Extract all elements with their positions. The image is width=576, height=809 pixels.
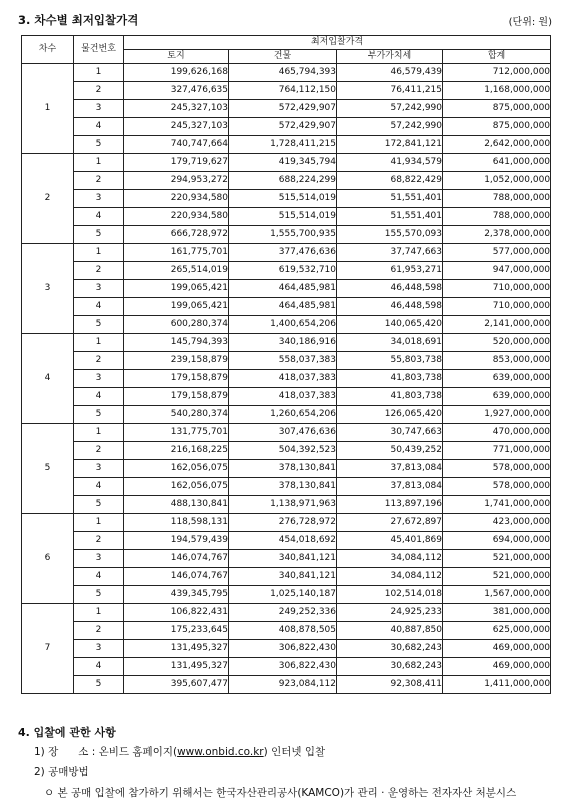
building-cell: 688,224,299 bbox=[229, 172, 337, 190]
total-cell: 853,000,000 bbox=[443, 352, 551, 370]
table-row bbox=[22, 118, 551, 136]
vat-cell: 27,672,897 bbox=[337, 514, 443, 532]
table-row bbox=[22, 82, 551, 100]
table-row bbox=[22, 262, 551, 280]
building-cell: 465,794,393 bbox=[229, 64, 337, 82]
table-row bbox=[22, 316, 551, 334]
land-cell: 194,579,439 bbox=[124, 532, 229, 550]
item-no-cell: 5 bbox=[74, 136, 124, 154]
table-row bbox=[22, 298, 551, 316]
land-cell: 179,158,879 bbox=[124, 370, 229, 388]
item-no-cell: 5 bbox=[74, 406, 124, 424]
total-cell: 1,927,000,000 bbox=[443, 406, 551, 424]
vat-cell: 51,551,401 bbox=[337, 208, 443, 226]
vat-cell: 24,925,233 bbox=[337, 604, 443, 622]
table-row bbox=[22, 496, 551, 514]
round-cell: 3 bbox=[22, 244, 74, 334]
total-cell: 1,411,000,000 bbox=[443, 676, 551, 694]
item-no-cell: 1 bbox=[74, 64, 124, 82]
item-no-cell: 1 bbox=[74, 244, 124, 262]
table-row bbox=[22, 226, 551, 244]
land-cell: 162,056,075 bbox=[124, 478, 229, 496]
building-cell: 1,728,411,215 bbox=[229, 136, 337, 154]
round-cell: 6 bbox=[22, 514, 74, 604]
total-cell: 1,168,000,000 bbox=[443, 82, 551, 100]
total-cell: 639,000,000 bbox=[443, 370, 551, 388]
land-cell: 179,719,627 bbox=[124, 154, 229, 172]
building-cell: 923,084,112 bbox=[229, 676, 337, 694]
table-row bbox=[22, 388, 551, 406]
total-cell: 641,000,000 bbox=[443, 154, 551, 172]
vat-cell: 46,579,439 bbox=[337, 64, 443, 82]
total-cell: 520,000,000 bbox=[443, 334, 551, 352]
table-row bbox=[22, 604, 551, 622]
table-row bbox=[22, 622, 551, 640]
auction-method-text: ㅇ 본 공매 입찰에 참가하기 위해서는 한국자산관리공사(KAMCO)가 관리 · 운영하는 전자자산 처분시스 bbox=[44, 787, 517, 799]
item-no-cell: 2 bbox=[74, 172, 124, 190]
building-cell: 307,476,636 bbox=[229, 424, 337, 442]
item-no-cell: 2 bbox=[74, 352, 124, 370]
building-cell: 558,037,383 bbox=[229, 352, 337, 370]
item-no-cell: 4 bbox=[74, 658, 124, 676]
item-no-cell: 3 bbox=[74, 190, 124, 208]
item-no-cell: 2 bbox=[74, 82, 124, 100]
vat-cell: 92,308,411 bbox=[337, 676, 443, 694]
total-cell: 639,000,000 bbox=[443, 388, 551, 406]
table-row bbox=[22, 676, 551, 694]
building-cell: 464,485,981 bbox=[229, 280, 337, 298]
location-suffix: ) 인터넷 입찰 bbox=[263, 746, 326, 758]
building-cell: 306,822,430 bbox=[229, 658, 337, 676]
item-no-cell: 2 bbox=[74, 442, 124, 460]
header-vat: 부가가치세 bbox=[337, 50, 443, 64]
land-cell: 161,775,701 bbox=[124, 244, 229, 262]
total-cell: 469,000,000 bbox=[443, 658, 551, 676]
total-cell: 710,000,000 bbox=[443, 298, 551, 316]
land-cell: 106,822,431 bbox=[124, 604, 229, 622]
land-cell: 175,233,645 bbox=[124, 622, 229, 640]
building-cell: 1,138,971,963 bbox=[229, 496, 337, 514]
total-cell: 521,000,000 bbox=[443, 568, 551, 586]
vat-cell: 34,084,112 bbox=[337, 568, 443, 586]
vat-cell: 126,065,420 bbox=[337, 406, 443, 424]
round-cell: 2 bbox=[22, 154, 74, 244]
total-cell: 521,000,000 bbox=[443, 550, 551, 568]
land-cell: 162,056,075 bbox=[124, 460, 229, 478]
vat-cell: 34,084,112 bbox=[337, 550, 443, 568]
land-cell: 294,953,272 bbox=[124, 172, 229, 190]
item-no-cell: 4 bbox=[74, 208, 124, 226]
building-cell: 515,514,019 bbox=[229, 190, 337, 208]
section-4-title: 4. 입찰에 관한 사항 bbox=[18, 726, 116, 739]
table-row bbox=[22, 208, 551, 226]
building-cell: 378,130,841 bbox=[229, 478, 337, 496]
item-no-cell: 2 bbox=[74, 622, 124, 640]
item-no-cell: 3 bbox=[74, 100, 124, 118]
total-cell: 2,642,000,000 bbox=[443, 136, 551, 154]
land-cell: 239,158,879 bbox=[124, 352, 229, 370]
header-min-bid-group: 최저입찰가격 bbox=[124, 36, 551, 50]
land-cell: 145,794,393 bbox=[124, 334, 229, 352]
land-cell: 199,626,168 bbox=[124, 64, 229, 82]
building-cell: 1,400,654,206 bbox=[229, 316, 337, 334]
total-cell: 2,378,000,000 bbox=[443, 226, 551, 244]
building-cell: 572,429,907 bbox=[229, 118, 337, 136]
vat-cell: 102,514,018 bbox=[337, 586, 443, 604]
building-cell: 464,485,981 bbox=[229, 298, 337, 316]
total-cell: 694,000,000 bbox=[443, 532, 551, 550]
auction-method-item: 2) 공매방법 bbox=[34, 766, 89, 778]
land-cell: 179,158,879 bbox=[124, 388, 229, 406]
building-cell: 1,555,700,935 bbox=[229, 226, 337, 244]
building-cell: 276,728,972 bbox=[229, 514, 337, 532]
total-cell: 469,000,000 bbox=[443, 640, 551, 658]
land-cell: 666,728,972 bbox=[124, 226, 229, 244]
total-cell: 947,000,000 bbox=[443, 262, 551, 280]
item-no-cell: 5 bbox=[74, 316, 124, 334]
item-no-cell: 3 bbox=[74, 280, 124, 298]
item-no-cell: 1 bbox=[74, 514, 124, 532]
land-cell: 600,280,374 bbox=[124, 316, 229, 334]
vat-cell: 68,822,429 bbox=[337, 172, 443, 190]
land-cell: 488,130,841 bbox=[124, 496, 229, 514]
round-cell: 7 bbox=[22, 604, 74, 694]
table-row bbox=[22, 640, 551, 658]
total-cell: 875,000,000 bbox=[443, 118, 551, 136]
building-cell: 619,532,710 bbox=[229, 262, 337, 280]
item-no-cell: 5 bbox=[74, 676, 124, 694]
total-cell: 788,000,000 bbox=[443, 208, 551, 226]
item-no-cell: 3 bbox=[74, 370, 124, 388]
table-row bbox=[22, 406, 551, 424]
vat-cell: 40,887,850 bbox=[337, 622, 443, 640]
vat-cell: 30,682,243 bbox=[337, 658, 443, 676]
item-no-cell: 3 bbox=[74, 640, 124, 658]
building-cell: 340,186,916 bbox=[229, 334, 337, 352]
item-no-cell: 1 bbox=[74, 334, 124, 352]
item-no-cell: 1 bbox=[74, 604, 124, 622]
land-cell: 740,747,664 bbox=[124, 136, 229, 154]
building-cell: 572,429,907 bbox=[229, 100, 337, 118]
table-row bbox=[22, 190, 551, 208]
table-row bbox=[22, 64, 551, 82]
total-cell: 771,000,000 bbox=[443, 442, 551, 460]
building-cell: 1,025,140,187 bbox=[229, 586, 337, 604]
unit-label: (단위: 원) bbox=[508, 17, 552, 28]
header-land: 토지 bbox=[124, 50, 229, 64]
table-body bbox=[22, 64, 551, 694]
table-row bbox=[22, 586, 551, 604]
table-row bbox=[22, 172, 551, 190]
table-row bbox=[22, 532, 551, 550]
table-row bbox=[22, 568, 551, 586]
land-cell: 199,065,421 bbox=[124, 298, 229, 316]
building-cell: 764,112,150 bbox=[229, 82, 337, 100]
land-cell: 265,514,019 bbox=[124, 262, 229, 280]
round-cell: 5 bbox=[22, 424, 74, 514]
item-no-cell: 4 bbox=[74, 118, 124, 136]
total-cell: 788,000,000 bbox=[443, 190, 551, 208]
header-item-no: 물건번호 bbox=[74, 36, 124, 64]
land-cell: 131,495,327 bbox=[124, 658, 229, 676]
item-no-cell: 4 bbox=[74, 568, 124, 586]
land-cell: 131,775,701 bbox=[124, 424, 229, 442]
table-row bbox=[22, 442, 551, 460]
vat-cell: 57,242,990 bbox=[337, 118, 443, 136]
vat-cell: 30,747,663 bbox=[337, 424, 443, 442]
vat-cell: 45,401,869 bbox=[337, 532, 443, 550]
vat-cell: 57,242,990 bbox=[337, 100, 443, 118]
total-cell: 381,000,000 bbox=[443, 604, 551, 622]
item-no-cell: 4 bbox=[74, 298, 124, 316]
minimum-bid-price-table bbox=[21, 35, 551, 694]
table-row bbox=[22, 658, 551, 676]
total-cell: 578,000,000 bbox=[443, 478, 551, 496]
table-row bbox=[22, 550, 551, 568]
table-row bbox=[22, 460, 551, 478]
vat-cell: 37,813,084 bbox=[337, 478, 443, 496]
table-row bbox=[22, 136, 551, 154]
land-cell: 118,598,131 bbox=[124, 514, 229, 532]
total-cell: 875,000,000 bbox=[443, 100, 551, 118]
location-item bbox=[34, 744, 325, 759]
item-no-cell: 5 bbox=[74, 226, 124, 244]
land-cell: 540,280,374 bbox=[124, 406, 229, 424]
total-cell: 470,000,000 bbox=[443, 424, 551, 442]
item-no-cell: 3 bbox=[74, 460, 124, 478]
land-cell: 199,065,421 bbox=[124, 280, 229, 298]
vat-cell: 50,439,252 bbox=[337, 442, 443, 460]
item-no-cell: 5 bbox=[74, 586, 124, 604]
vat-cell: 51,551,401 bbox=[337, 190, 443, 208]
vat-cell: 46,448,598 bbox=[337, 298, 443, 316]
section-3-title: 3. 차수별 최저입찰가격 bbox=[18, 13, 139, 27]
item-no-cell: 1 bbox=[74, 154, 124, 172]
vat-cell: 34,018,691 bbox=[337, 334, 443, 352]
table-row bbox=[22, 100, 551, 118]
vat-cell: 46,448,598 bbox=[337, 280, 443, 298]
building-cell: 418,037,383 bbox=[229, 370, 337, 388]
table-row bbox=[22, 154, 551, 172]
vat-cell: 37,813,084 bbox=[337, 460, 443, 478]
vat-cell: 76,411,215 bbox=[337, 82, 443, 100]
vat-cell: 41,803,738 bbox=[337, 370, 443, 388]
vat-cell: 155,570,093 bbox=[337, 226, 443, 244]
vat-cell: 37,747,663 bbox=[337, 244, 443, 262]
header-total: 합계 bbox=[443, 50, 551, 64]
land-cell: 146,074,767 bbox=[124, 550, 229, 568]
land-cell: 220,934,580 bbox=[124, 190, 229, 208]
building-cell: 515,514,019 bbox=[229, 208, 337, 226]
table-row bbox=[22, 334, 551, 352]
total-cell: 423,000,000 bbox=[443, 514, 551, 532]
table-row bbox=[22, 478, 551, 496]
total-cell: 712,000,000 bbox=[443, 64, 551, 82]
land-cell: 245,327,103 bbox=[124, 100, 229, 118]
land-cell: 216,168,225 bbox=[124, 442, 229, 460]
round-cell: 4 bbox=[22, 334, 74, 424]
table-row bbox=[22, 424, 551, 442]
building-cell: 340,841,121 bbox=[229, 550, 337, 568]
building-cell: 378,130,841 bbox=[229, 460, 337, 478]
total-cell: 1,052,000,000 bbox=[443, 172, 551, 190]
land-cell: 395,607,477 bbox=[124, 676, 229, 694]
building-cell: 454,018,692 bbox=[229, 532, 337, 550]
location-prefix: 1) 장 소 : 온비드 홈페이지( bbox=[34, 746, 178, 758]
vat-cell: 41,934,579 bbox=[337, 154, 443, 172]
total-cell: 625,000,000 bbox=[443, 622, 551, 640]
item-no-cell: 5 bbox=[74, 496, 124, 514]
building-cell: 306,822,430 bbox=[229, 640, 337, 658]
total-cell: 1,741,000,000 bbox=[443, 496, 551, 514]
land-cell: 327,476,635 bbox=[124, 82, 229, 100]
total-cell: 578,000,000 bbox=[443, 460, 551, 478]
item-no-cell: 2 bbox=[74, 532, 124, 550]
item-no-cell: 3 bbox=[74, 550, 124, 568]
table-row bbox=[22, 370, 551, 388]
item-no-cell: 4 bbox=[74, 478, 124, 496]
building-cell: 408,878,505 bbox=[229, 622, 337, 640]
building-cell: 419,345,794 bbox=[229, 154, 337, 172]
building-cell: 249,252,336 bbox=[229, 604, 337, 622]
vat-cell: 172,841,121 bbox=[337, 136, 443, 154]
building-cell: 418,037,383 bbox=[229, 388, 337, 406]
vat-cell: 41,803,738 bbox=[337, 388, 443, 406]
table-row bbox=[22, 352, 551, 370]
land-cell: 220,934,580 bbox=[124, 208, 229, 226]
land-cell: 131,495,327 bbox=[124, 640, 229, 658]
item-no-cell: 1 bbox=[74, 424, 124, 442]
total-cell: 710,000,000 bbox=[443, 280, 551, 298]
table-row bbox=[22, 244, 551, 262]
table-row bbox=[22, 514, 551, 532]
vat-cell: 140,065,420 bbox=[337, 316, 443, 334]
building-cell: 340,841,121 bbox=[229, 568, 337, 586]
land-cell: 146,074,767 bbox=[124, 568, 229, 586]
vat-cell: 30,682,243 bbox=[337, 640, 443, 658]
onbid-link[interactable]: www.onbid.co.kr bbox=[177, 746, 264, 758]
land-cell: 439,345,795 bbox=[124, 586, 229, 604]
total-cell: 577,000,000 bbox=[443, 244, 551, 262]
header-building: 건물 bbox=[229, 50, 337, 64]
table-row bbox=[22, 280, 551, 298]
round-cell: 1 bbox=[22, 64, 74, 154]
vat-cell: 55,803,738 bbox=[337, 352, 443, 370]
vat-cell: 113,897,196 bbox=[337, 496, 443, 514]
item-no-cell: 4 bbox=[74, 388, 124, 406]
total-cell: 1,567,000,000 bbox=[443, 586, 551, 604]
item-no-cell: 2 bbox=[74, 262, 124, 280]
total-cell: 2,141,000,000 bbox=[443, 316, 551, 334]
land-cell: 245,327,103 bbox=[124, 118, 229, 136]
vat-cell: 61,953,271 bbox=[337, 262, 443, 280]
building-cell: 504,392,523 bbox=[229, 442, 337, 460]
building-cell: 1,260,654,206 bbox=[229, 406, 337, 424]
building-cell: 377,476,636 bbox=[229, 244, 337, 262]
header-round: 차수 bbox=[22, 36, 74, 64]
